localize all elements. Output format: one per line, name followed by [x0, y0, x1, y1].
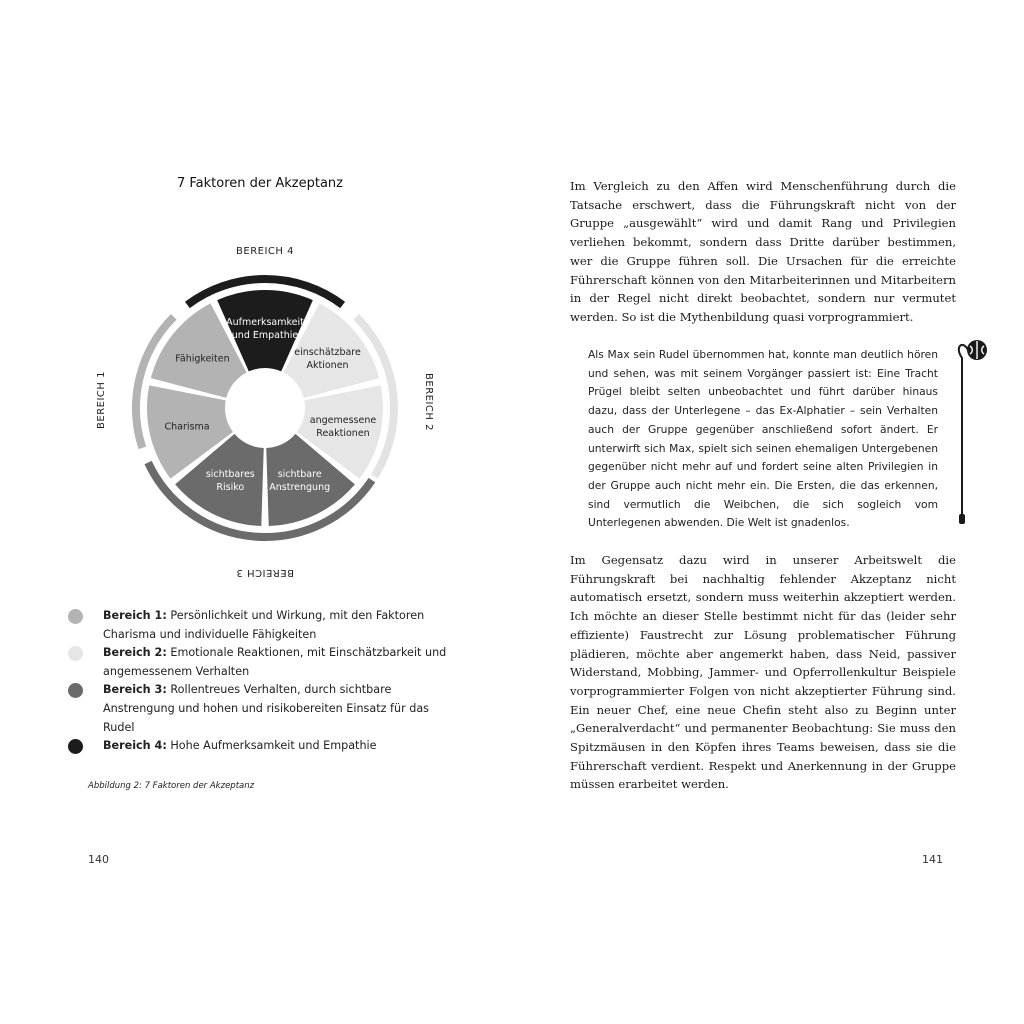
legend-text: Persönlichkeit und Wirkung, mit den Faktoren Charisma und individuelle Fähigkeiten	[103, 609, 425, 641]
page-number-right: 141	[922, 853, 943, 866]
area-label-2: BEREICH 2	[423, 373, 434, 431]
brain-icon	[950, 336, 990, 536]
legend-label: Bereich 3:	[103, 683, 167, 697]
paragraph-2: Im Gegensatz dazu wird in unserer Arbeitswelt die Führungskraft bei nachhaltig fehlender Akzeptanz nicht automatisch ersetzt, sondern muss weiterhin akzeptiert werden. Ich möchte an dieser Stelle bestimmt nicht für das (leider sehr effiziente) Faustrecht zur Lösung problematischer Führung plädieren, möchte aber angemerkt haben, dass Neid, passiver Widerstand, Mobbing, Jammer- und Opferrollenkultur Beispiele vorprogrammierter Folgen von nicht akzeptierter Führung sind. Ein neuer Chef, eine neue Chefin steht also zu Beginn unter „Generalverdacht“ und permanenter Beobachtung: Sie muss den Spitzmäusen in den Köpfen ihres Teams beweisen, dass sie die Führerschaft verdient. Respekt und Anerkennung in der Gruppe müssen erarbeitet werden.	[570, 553, 956, 792]
legend-item-bereich-1	[68, 607, 448, 644]
legend-label: Bereich 4:	[103, 739, 167, 753]
legend	[68, 607, 448, 756]
segment-label: angemessene Reaktionen	[309, 414, 377, 439]
page-number-left: 140	[88, 853, 109, 866]
segment-label: Charisma	[164, 421, 210, 433]
legend-item-bereich-2	[68, 644, 448, 681]
legend-dot	[68, 739, 83, 754]
legend-dot	[68, 609, 83, 624]
legend-text: Rollentreues Verhalten, durch sichtbare Anstrengung und hohen und risikobereiten Einsatz für das Rudel	[103, 683, 430, 734]
legend-item-bereich-3	[68, 681, 448, 737]
segment-label: sichtbares Risiko	[205, 469, 255, 494]
legend-label: Bereich 1:	[103, 609, 167, 622]
legend-text: Hohe Aufmerksamkeit und Empathie	[170, 739, 377, 753]
segment-label: einschätzbare Aktionen	[294, 347, 361, 372]
quote-block: Als Max sein Rudel übernommen hat, konnte man deutlich hören und sehen, was mit seinem Vorgänger passiert ist: Eine Tracht Prügel bleibt selten unbeobachtet und führt darüber hinaus dazu, dass der Unterlegene – das Ex-Alphatier – sein Verhalten auch der Gruppe gegenüber anschließend sofort ändert. Er unterwirft sich Max, spielt sich seinen ehemaligen Untergebenen gegenüber nicht mehr auf und fordert seine alten Privilegien in der Gruppe auch nicht mehr ein. Die Ersten, die das erkennen, sind vermutlich die Weibchen, die sich sogleich vom Unterlegenen abwenden. Die Welt ist gnadenlos.	[588, 348, 938, 530]
legend-dot	[68, 683, 83, 698]
legend-item-bereich-4	[68, 737, 448, 756]
center-hole	[229, 372, 301, 444]
segment-label: Fähigkeiten	[175, 353, 230, 365]
area-label-3: BEREICH 3	[236, 567, 294, 578]
area-label-4: BEREICH 4	[236, 246, 294, 257]
legend-text: Emotionale Reaktionen, mit Einschätzbarkeit und angemessenem Verhalten	[103, 646, 447, 678]
legend-label: Bereich 2:	[103, 646, 167, 660]
segment-label: Aufmerksamkeit und Empathie	[226, 317, 304, 341]
legend-dot	[68, 646, 83, 661]
figure-caption: Abbildung 2: 7 Faktoren der Akzeptanz	[88, 781, 255, 791]
figure-title: 7 Faktoren der Akzeptanz	[176, 176, 343, 191]
paragraph-1: Im Vergleich zu den Affen wird Menschenführung durch die Tatsache erschwert, dass die Führungskraft nicht von der Gruppe „ausgewählt“ wird und damit Rang und Privilegien verliehen bekommt, sondern dass Dritte darüber bestimmen, wer die Gruppe führen soll. Die Ursachen für die erreichte Führerschaft können von den Mitarbeiterinnen und Mitarbeitern in der Regel nicht direkt beobachtet, sondern nur vermutet werden. So ist die Mythenbildung quasi vorprogrammiert.	[570, 179, 956, 324]
acceptance-factors-diagram	[85, 228, 445, 588]
segment-label: sichtbare Anstrengung	[269, 469, 331, 494]
area-label-1: BEREICH 1	[96, 371, 107, 429]
